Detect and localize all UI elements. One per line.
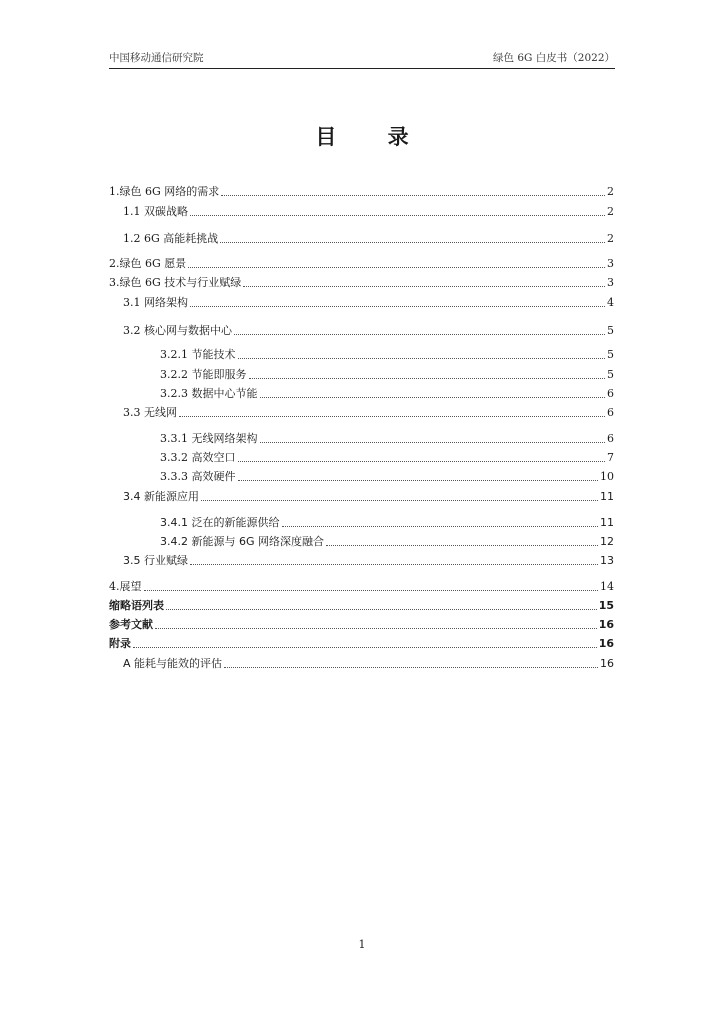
- dot-leader: [166, 609, 597, 610]
- toc-entry-label: 1.1 双碳战略: [123, 205, 188, 218]
- dot-leader: [238, 461, 606, 462]
- header-organization: 中国移动通信研究院: [109, 52, 204, 64]
- toc-entry-label: 3.4.2 新能源与 6G 网络深度融合: [160, 535, 325, 548]
- toc-entry-references[interactable]: [109, 618, 614, 632]
- toc-entry-3-4-2[interactable]: [160, 535, 614, 549]
- toc-entry-page: 14: [600, 580, 614, 593]
- dot-leader: [234, 334, 605, 335]
- toc-entry-page: 4: [607, 296, 614, 309]
- dot-leader: [282, 526, 599, 527]
- toc-entry-label: 3.5 行业赋绿: [123, 554, 188, 567]
- toc-entry-1[interactable]: [109, 185, 614, 199]
- toc-entry-label: 3.2.2 节能即服务: [160, 368, 247, 381]
- toc-entry-label: 3.2.3 数据中心节能: [160, 387, 258, 400]
- dot-leader: [190, 564, 598, 565]
- toc-entry-label: 3.4.1 泛在的新能源供给: [160, 516, 280, 529]
- toc-entry-page: 2: [607, 205, 614, 218]
- toc-entry-page: 11: [600, 516, 614, 529]
- toc-entry-abbreviations[interactable]: [109, 599, 614, 613]
- toc-entry-3-5[interactable]: [123, 554, 614, 568]
- toc-entry-2[interactable]: [109, 257, 614, 271]
- dot-leader: [155, 628, 597, 629]
- toc-entry-label: 附录: [109, 637, 131, 650]
- dot-leader: [224, 667, 598, 668]
- page-number: 1: [358, 938, 366, 951]
- toc-entry-3-4-1[interactable]: [160, 516, 614, 530]
- toc-entry-1-1[interactable]: [123, 205, 614, 219]
- dot-leader: [144, 590, 599, 591]
- dot-leader: [188, 267, 605, 268]
- dot-leader: [238, 480, 599, 481]
- dot-leader: [260, 442, 606, 443]
- toc-entry-3-2[interactable]: [123, 324, 614, 338]
- toc-entry-label: 3.4 新能源应用: [123, 490, 199, 503]
- toc-entry-label: 1.2 6G 高能耗挑战: [123, 232, 219, 245]
- toc-entry-page: 13: [600, 554, 614, 567]
- toc-entry-page: 15: [598, 599, 614, 612]
- toc-entry-page: 11: [600, 490, 614, 503]
- toc-entry-3-3-2[interactable]: [160, 451, 614, 465]
- toc-entry-page: 6: [607, 432, 614, 445]
- toc-entry-label: 3.3.3 高效硬件: [160, 470, 236, 483]
- toc-entry-3-2-3[interactable]: [160, 387, 614, 401]
- toc-entry-3-3[interactable]: [123, 406, 614, 420]
- toc-entry-page: 10: [600, 470, 614, 483]
- toc-entry-appendix[interactable]: [109, 637, 614, 651]
- toc-entry-label: 3.2.1 节能技术: [160, 348, 236, 361]
- toc-entry-page: 3: [607, 257, 614, 270]
- toc-entry-label: 3.1 网络架构: [123, 296, 188, 309]
- toc-entry-3-1[interactable]: [123, 296, 614, 310]
- toc-entry-label: 参考文献: [109, 618, 153, 631]
- toc-entry-label: 3.3.2 高效空口: [160, 451, 236, 464]
- toc-entry-page: 16: [598, 618, 614, 631]
- toc-entry-4[interactable]: [109, 580, 614, 594]
- toc-entry-page: 7: [607, 451, 614, 464]
- toc-entry-3-3-3[interactable]: [160, 470, 614, 484]
- toc-entry-label: 缩略语列表: [109, 599, 164, 612]
- toc-entry-label: 3.2 核心网与数据中心: [123, 324, 232, 337]
- toc-entry-3-2-2[interactable]: [160, 368, 614, 382]
- toc-entry-page: 16: [598, 637, 614, 650]
- toc-entry-page: 2: [607, 185, 614, 198]
- toc-entry-3-2-1[interactable]: [160, 348, 614, 362]
- toc-entry-page: 5: [607, 368, 614, 381]
- toc-entry-appendix-a[interactable]: [123, 657, 614, 671]
- toc-entry-3-4[interactable]: [123, 490, 614, 504]
- dot-leader: [190, 306, 605, 307]
- toc-entry-3-3-1[interactable]: [160, 432, 614, 446]
- dot-leader: [249, 378, 606, 379]
- dot-leader: [260, 397, 606, 398]
- toc-entry-1-2[interactable]: [123, 232, 614, 246]
- toc-heading: 目 录: [315, 125, 431, 149]
- dot-leader: [201, 500, 598, 501]
- dot-leader: [220, 242, 605, 243]
- dot-leader: [179, 416, 605, 417]
- toc-entry-page: 5: [607, 324, 614, 337]
- toc-entry-page: 12: [600, 535, 614, 548]
- toc-entry-label: 3.3.1 无线网络架构: [160, 432, 258, 445]
- dot-leader: [190, 215, 605, 216]
- toc-entry-page: 16: [600, 657, 614, 670]
- dot-leader: [243, 286, 605, 287]
- dot-leader: [326, 545, 598, 546]
- dot-leader: [238, 358, 606, 359]
- toc-entry-label: 2.绿色 6G 愿景: [109, 257, 187, 270]
- toc-entry-page: 6: [607, 406, 614, 419]
- toc-entry-3[interactable]: [109, 276, 614, 290]
- dot-leader: [221, 195, 605, 196]
- toc-entry-label: 1.绿色 6G 网络的需求: [109, 185, 220, 198]
- toc-entry-page: 6: [607, 387, 614, 400]
- toc-entry-label: A 能耗与能效的评估: [123, 657, 223, 670]
- toc-entry-label: 3.绿色 6G 技术与行业赋绿: [109, 276, 242, 289]
- toc-entry-label: 3.3 无线网: [123, 406, 177, 419]
- toc-entry-page: 2: [607, 232, 614, 245]
- header-document-title: 绿色 6G 白皮书（2022）: [493, 52, 615, 64]
- toc-entry-page: 3: [607, 276, 614, 289]
- dot-leader: [133, 647, 597, 648]
- toc-entry-label: 4.展望: [109, 580, 142, 593]
- toc-entry-page: 5: [607, 348, 614, 361]
